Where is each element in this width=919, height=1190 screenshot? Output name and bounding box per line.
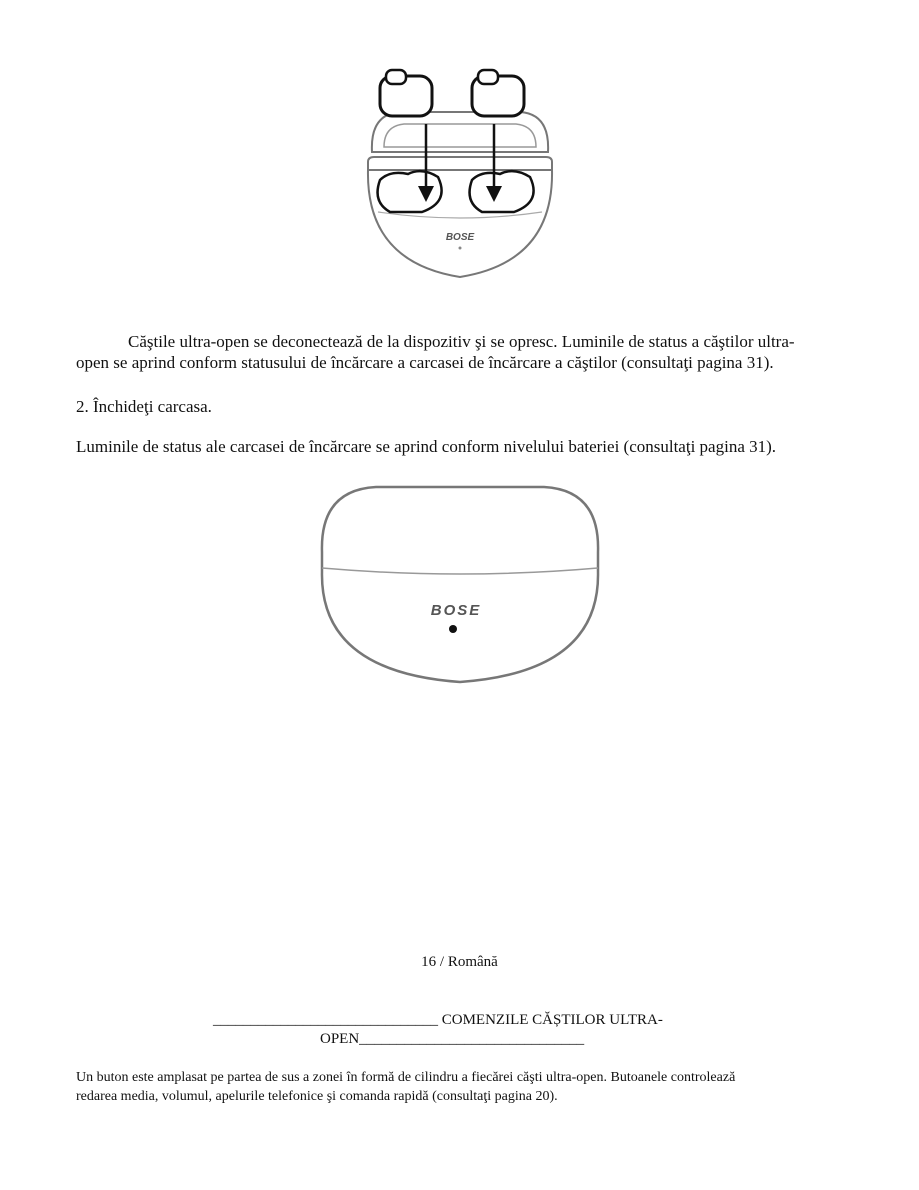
earbuds-into-case-illustration	[360, 62, 560, 284]
status-light	[449, 625, 457, 633]
page-footer: 16 / Română	[421, 954, 498, 970]
paragraph3-line2: redarea media, volumul, apelurile telefonice şi comanda rapidă (consultaţi pagina 20).	[76, 1089, 558, 1104]
closed-case-illustration	[316, 482, 604, 686]
section-heading-line1: ______________________________ COMENZILE CĂȘTILOR ULTRA-	[213, 1012, 663, 1028]
paragraph1-line2: open se aprind conform statusului de încărcare a carcasei de încărcare a căştilor (consultaţi pagina 31).	[76, 353, 774, 372]
bose-logo: BOSE	[430, 602, 482, 619]
bose-logo: BOSE	[445, 232, 475, 243]
paragraph1-line1: Căştile ultra-open se deconectează de la dispozitiv şi se opresc. Luminile de status a căştilor ultra-	[128, 332, 795, 351]
step-2: 2. Închideţi carcasa.	[76, 397, 212, 416]
section-heading-line2: OPEN______________________________	[320, 1031, 585, 1047]
paragraph2: Luminile de status ale carcasei de încărcare se aprind conform nivelului bateriei (consultaţi pagina 31).	[76, 437, 777, 456]
paragraph3-line1: Un buton este amplasat pe partea de sus a zonei în formă de cilindru a fiecărei căşti ultra-open. Butoanele controlează	[76, 1070, 736, 1085]
